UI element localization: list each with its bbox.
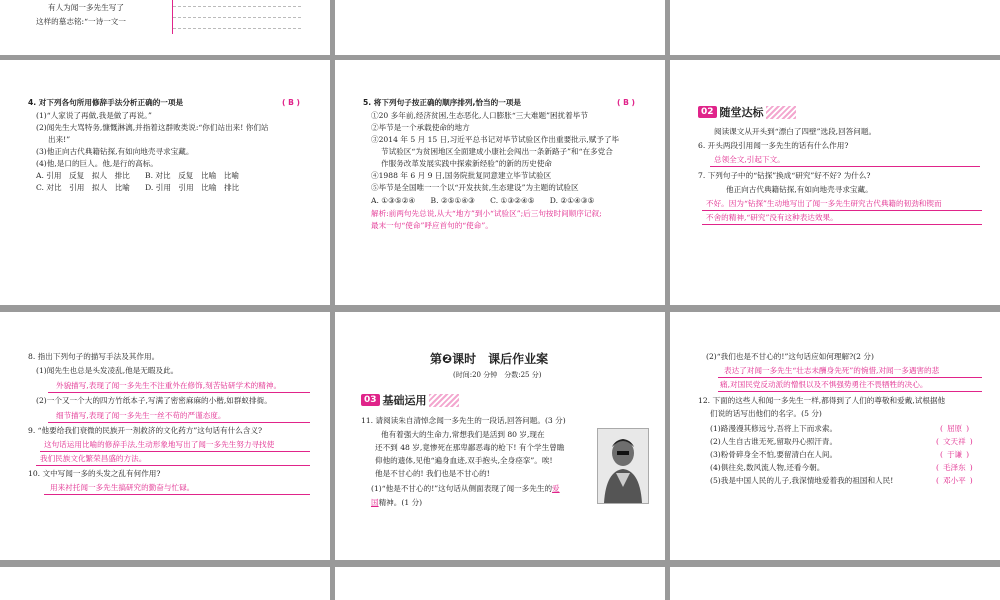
question-12-name: ( 邓小平 ) — [936, 476, 973, 485]
question-7-quote: 他正向古代典籍钻探,有如向地壳寻求宝藏。 — [726, 185, 873, 194]
section-03-header — [361, 392, 459, 408]
question-8-sentence: (1)闻先生也总是头发凌乱,他是无暇及此。 — [36, 366, 179, 375]
question-5-item: ③2014 年 5 月 15 日,习近平总书记对毕节试验区作出重要批示,赋予了毕 — [371, 135, 620, 144]
question-12-name: ( 文天祥 ) — [936, 437, 973, 446]
answer-line — [718, 377, 982, 378]
answer-line — [48, 422, 310, 423]
answer-line — [702, 224, 982, 225]
slide-question-5 — [335, 60, 665, 305]
question-5-options: A. ①③⑤②④ B. ②⑤①④③ C. ①③②④⑤ D. ②①④③⑤ — [371, 196, 595, 205]
question-4-item: (4)他,是口的巨人。他,是行的高标。 — [36, 159, 158, 168]
answer-line — [710, 166, 980, 167]
answer-line — [44, 494, 310, 495]
question-9-answer: 这句话运用比喻的修辞手法,生动形象地写出了闻一多先生努力寻找使 — [44, 440, 275, 449]
question-4-option: C. 对比 引用 拟人 比喻 D. 引用 引用 比喻 排比 — [36, 183, 240, 192]
lesson-title: 第❷课时 课后作业案 — [430, 352, 549, 366]
decorative-stripe — [429, 394, 459, 407]
question-4-item: (2)闻先生大骂特务,慷慨淋漓,并指着这群败类说:“你们站出来! 你们站 — [36, 123, 269, 132]
lesson-subtitle: (时间:20 分钟 分数:25 分) — [453, 371, 542, 379]
question-11-sub1-end: 精神。(1 分) — [378, 498, 423, 507]
question-8-sentence: (2)一个又一个大的四方竹纸本子,写满了密密麻麻的小楷,如群蚁排衙。 — [36, 396, 272, 405]
slide-lesson-2 — [335, 312, 665, 560]
answer-line — [718, 391, 982, 392]
question-9-stem: 9. “他要给我们衰微的民族开一剂救济的文化药方”这句话有什么含义? — [28, 426, 263, 435]
question-4-option: A. 引用 反复 拟人 排比 B. 对比 反复 比喻 比喻 — [36, 171, 239, 180]
text-line: 这样的墓志铭:“一诗一文一 — [36, 17, 126, 26]
question-12-name: ( 毛泽东 ) — [936, 463, 973, 472]
section-03-number: 03 — [361, 394, 380, 406]
slide-top-left — [0, 0, 330, 55]
slide-question-8-10 — [0, 312, 330, 560]
question-10-answer: 用来衬托闻一多先生搞研究的勤奋与忙碌。 — [50, 483, 195, 492]
question-12-name: ( 于谦 ) — [940, 450, 970, 459]
slide-question-4 — [0, 60, 330, 305]
question-11-sub1-cont — [371, 498, 422, 508]
slide-bottom-right — [670, 567, 1000, 600]
section-02-title: 随堂达标 — [719, 106, 764, 119]
question-5-answer: ( B ) — [617, 98, 636, 107]
answer-line — [48, 392, 310, 393]
question-12-row: (5)我是中国人民的儿子,我深情地爱着我的祖国和人民! — [710, 476, 894, 485]
question-8-answer: 外貌描写,表现了闻一多先生不注重外在修饰,刻苦钻研学术的精神。 — [56, 381, 282, 390]
question-11-stem: 11. 请阅读朱自清悼念闻一多先生的一段话,回答问题。(3 分) — [361, 416, 566, 425]
question-7-answer: 不舍的精神,“研究”没有这种表达效果。 — [706, 213, 838, 222]
question-11-sub1-text: (1)“他是不甘心的!”这句话从侧面表现了闻一多先生的 — [371, 484, 553, 493]
text-line: 有人为闻一多先生写了 — [48, 3, 124, 12]
passage-line: 他是不甘心的! 我们也是不甘心的! — [375, 469, 490, 478]
writing-grid — [172, 0, 301, 34]
name-answer: 毛泽东 — [942, 463, 966, 472]
question-11-sub1-answer: 爱 — [552, 484, 560, 493]
question-4-item: (3)他正向古代典籍钻探,有如向地壳寻求宝藏。 — [36, 147, 194, 156]
name-answer: 屈原 — [946, 424, 963, 433]
question-12-row: (3)粉骨碎身全不怕,要留清白在人间。 — [710, 450, 838, 459]
question-11-sub2: (2)“我们也是不甘心的!”这句话应如何理解?(2 分) — [706, 352, 874, 361]
question-12-stem: 们说的话写出他们的名字。(5 分) — [710, 409, 822, 418]
question-4-item: (1)“人家说了再做,我是做了再说。” — [36, 111, 152, 120]
question-4-answer: ( B ) — [282, 98, 301, 107]
passage-line: 他有着强大的生命力,常想我们是活到 80 岁,现在 — [381, 430, 545, 439]
question-5-item: 作服务改革发展实践中探索新经验”的新的历史使命 — [381, 159, 552, 168]
section-02-number: 02 — [698, 106, 717, 118]
answer-line — [36, 465, 310, 466]
name-answer: 于谦 — [946, 450, 963, 459]
question-11-sub2-answer: 痛,对国民党反动派的憎恨以及不惧强势勇往不畏牺牲的决心。 — [720, 380, 928, 389]
question-5-item: ④1988 年 6 月 9 日,国务院批复同意建立毕节试验区 — [371, 171, 552, 180]
section-02-intro: 阅读课文从开头到“漂白了四壁”选段,回答问题。 — [714, 127, 877, 136]
question-9-answer: 我们民族文化繁荣昌盛的方法。 — [40, 454, 147, 463]
answer-line — [702, 210, 982, 211]
question-12-name: ( 屈原 ) — [940, 424, 970, 433]
question-6-answer: 总领全文,引起下文。 — [714, 155, 785, 164]
question-6-stem: 6. 开头两段引用闻一多先生的话有什么作用? — [698, 141, 849, 150]
name-answer: 文天祥 — [942, 437, 966, 446]
question-5-item: ①20 多年前,经济贫困,生态恶化,人口膨胀“三大难题”困扰着毕节 — [371, 111, 588, 120]
question-12-row: (1)路漫漫其修远兮,吾将上下而求索。 — [710, 424, 838, 433]
portrait-figure — [598, 429, 648, 503]
passage-line: 仰他的遗体,见他“遍身血迹,双手抱头,全身痉挛”。唉! — [375, 456, 553, 465]
slide-section-02 — [670, 60, 1000, 305]
question-11-sub2-answer: 表达了对闻一多先生“壮志未酬身先死”的惋惜,对闻一多遇害的悲 — [724, 366, 940, 375]
question-12-row: (2)人生自古谁无死,留取丹心照汗青。 — [710, 437, 838, 446]
slide-question-11-12 — [670, 312, 1000, 560]
question-7-answer: 不好。因为“钻探”生动地写出了闻一多先生研究古代典籍的韧劲和锲而 — [706, 199, 942, 208]
section-03-title: 基础运用 — [382, 394, 427, 407]
question-10-stem: 10. 文中写闻一多的头发之乱有何作用? — [28, 469, 161, 478]
question-5-item: 节试验区“为贫困地区全面建成小康社会闯出一条新路子”和“在多党合 — [381, 147, 613, 156]
slide-bottom-left — [0, 567, 330, 600]
question-5-item: ⑤毕节是全国唯一一个以“开发扶贫,生态建设”为主题的试验区 — [371, 183, 579, 192]
question-4-item: 出来!” — [48, 135, 71, 144]
question-5-item: ②毕节是一个承载使命的地方 — [371, 123, 470, 132]
question-11-sub1-answer: 国 — [371, 498, 379, 507]
question-8-stem: 8. 指出下列句子的描写手法及其作用。 — [28, 352, 160, 361]
section-02-header — [698, 104, 796, 120]
portrait-image — [597, 428, 649, 504]
question-8-answer: 细节描写,表现了闻一多先生一丝不苟的严谨态度。 — [56, 411, 226, 420]
answer-line — [40, 451, 310, 452]
passage-line: 还不到 48 岁,竟惨死在那卑鄙恶毒的枪下! 有个学生曾瞻 — [375, 443, 565, 452]
question-5-stem: 5. 将下列句子按正确的顺序排列,恰当的一项是 — [363, 98, 521, 107]
question-5-analysis: 解析:前两句先总说,从大“地方”到小“试验区”;后三句按时间顺序记叙; — [371, 209, 602, 218]
decorative-stripe — [766, 106, 796, 119]
question-12-row: (4)俱往矣,数风流人物,还看今朝。 — [710, 463, 825, 472]
question-5-analysis: 最末一句“使命”呼应首句的“使命”。 — [371, 221, 493, 230]
name-answer: 邓小平 — [942, 476, 966, 485]
slide-top-right — [670, 0, 1000, 55]
question-7-stem: 7. 下列句子中的“钻探”换成“研究”好不好? 为什么? — [698, 171, 871, 180]
question-4-stem: 4. 对下列各句所用修辞手法分析正确的一项是 — [28, 98, 184, 107]
question-12-stem: 12. 下面的这些人和闻一多先生一样,都得到了人们的尊敬和爱戴,试根据他 — [698, 396, 946, 405]
slide-top-middle — [335, 0, 665, 55]
slide-bottom-middle — [335, 567, 665, 600]
question-11-sub1 — [371, 484, 560, 494]
